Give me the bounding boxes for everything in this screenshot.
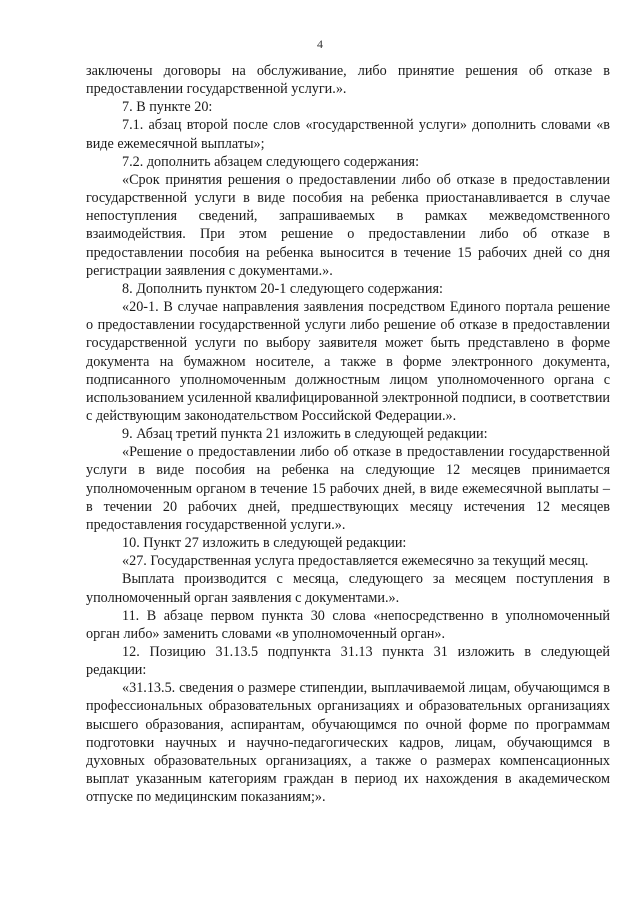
paragraph-payment: Выплата производится с месяца, следующего за месяцем поступления в уполномоченный орган заявления с документами.». — [86, 571, 610, 606]
paragraph-item-7-2: 7.2. дополнить абзацем следующего содержания: — [122, 153, 420, 170]
paragraph-quote-decision-12-months: «Решение о предоставлении либо об отказе в предоставлении государственной услуги в виде пособия на ребенка на следующие 12 месяцев принимается уполномоченным органом в течение 15 рабочих дней, в виде ежемесячной выплаты – в течении 20 рабочих дней, предшествующих месяцу истечения 12 месяцев предоставления государственной услуги.». — [86, 444, 610, 533]
paragraph-quote-31-13-5: «31.13.5. сведения о размере стипендии, выплачиваемой лицам, обучающимся в профессиональных образовательных организациях и образовательных организациях высшего образования, аспирантам, обучающимся по очной форме по программам подготовки научных и научно-педагогических кадров, лицам, обучающимся в духовных образовательных организациях, а также о размерах компенсационных выплат указанным категориям граждан в период их нахождения в академическом отпуске по медицинским показаниям;». — [86, 680, 610, 806]
paragraph-continuation: заключены договоры на обслуживание, либо принятие решения об отказе в предоставлении государственной услуги.». — [86, 63, 610, 98]
paragraph-item-7: 7. В пункте 20: — [122, 99, 213, 116]
page-number: 4 — [317, 37, 323, 51]
paragraph-item-10: 10. Пункт 27 изложить в следующей редакции: — [122, 535, 407, 552]
paragraph-quote-27: «27. Государственная услуга предоставляется ежемесячно за текущий месяц. — [122, 553, 589, 570]
document-body — [86, 62, 610, 806]
paragraph-item-8: 8. Дополнить пунктом 20-1 следующего содержания: — [122, 280, 443, 297]
paragraph-item-7-1: 7.1. абзац второй после слов «государственной услуги» дополнить словами «в виде ежемесячной выплаты»; — [86, 117, 610, 152]
paragraph-item-11: 11. В абзаце первом пункта 30 слова «непосредственно в уполномоченный орган либо» заменить словами «в уполномоченный орган». — [86, 607, 610, 642]
paragraph-item-12: 12. Позицию 31.13.5 подпункта 31.13 пункта 31 изложить в следующей редакции: — [86, 644, 610, 679]
paragraph-item-9: 9. Абзац третий пункта 21 изложить в следующей редакции: — [122, 426, 488, 443]
paragraph-quote-20-1: «20-1. В случае направления заявления посредством Единого портала решение о предоставлении государственной услуги либо решение об отказе в предоставлении государственной услуги по выбору заявителя может быть представлено в форме документа на бумажном носителе, а также в форме электронного документа, подписанного уполномоченным должностным лицом уполномоченного органа с использованием усиленной квалифицированной электронной подписи, в соответствии с действующим законодательством Российской Федерации.». — [86, 299, 611, 424]
paragraph-quote-decision-term: «Срок принятия решения о предоставлении либо об отказе в предоставлении государственной услуги в виде пособия на ребенка приостанавливается в случае непоступления сведений, запрашиваемых в рамках межведомственного взаимодействия. При этом решение о предоставлении либо об отказе в предоставлении пособия на ребенка выносится в течение 15 рабочих дней со дня регистрации заявления с документами.». — [86, 171, 610, 279]
